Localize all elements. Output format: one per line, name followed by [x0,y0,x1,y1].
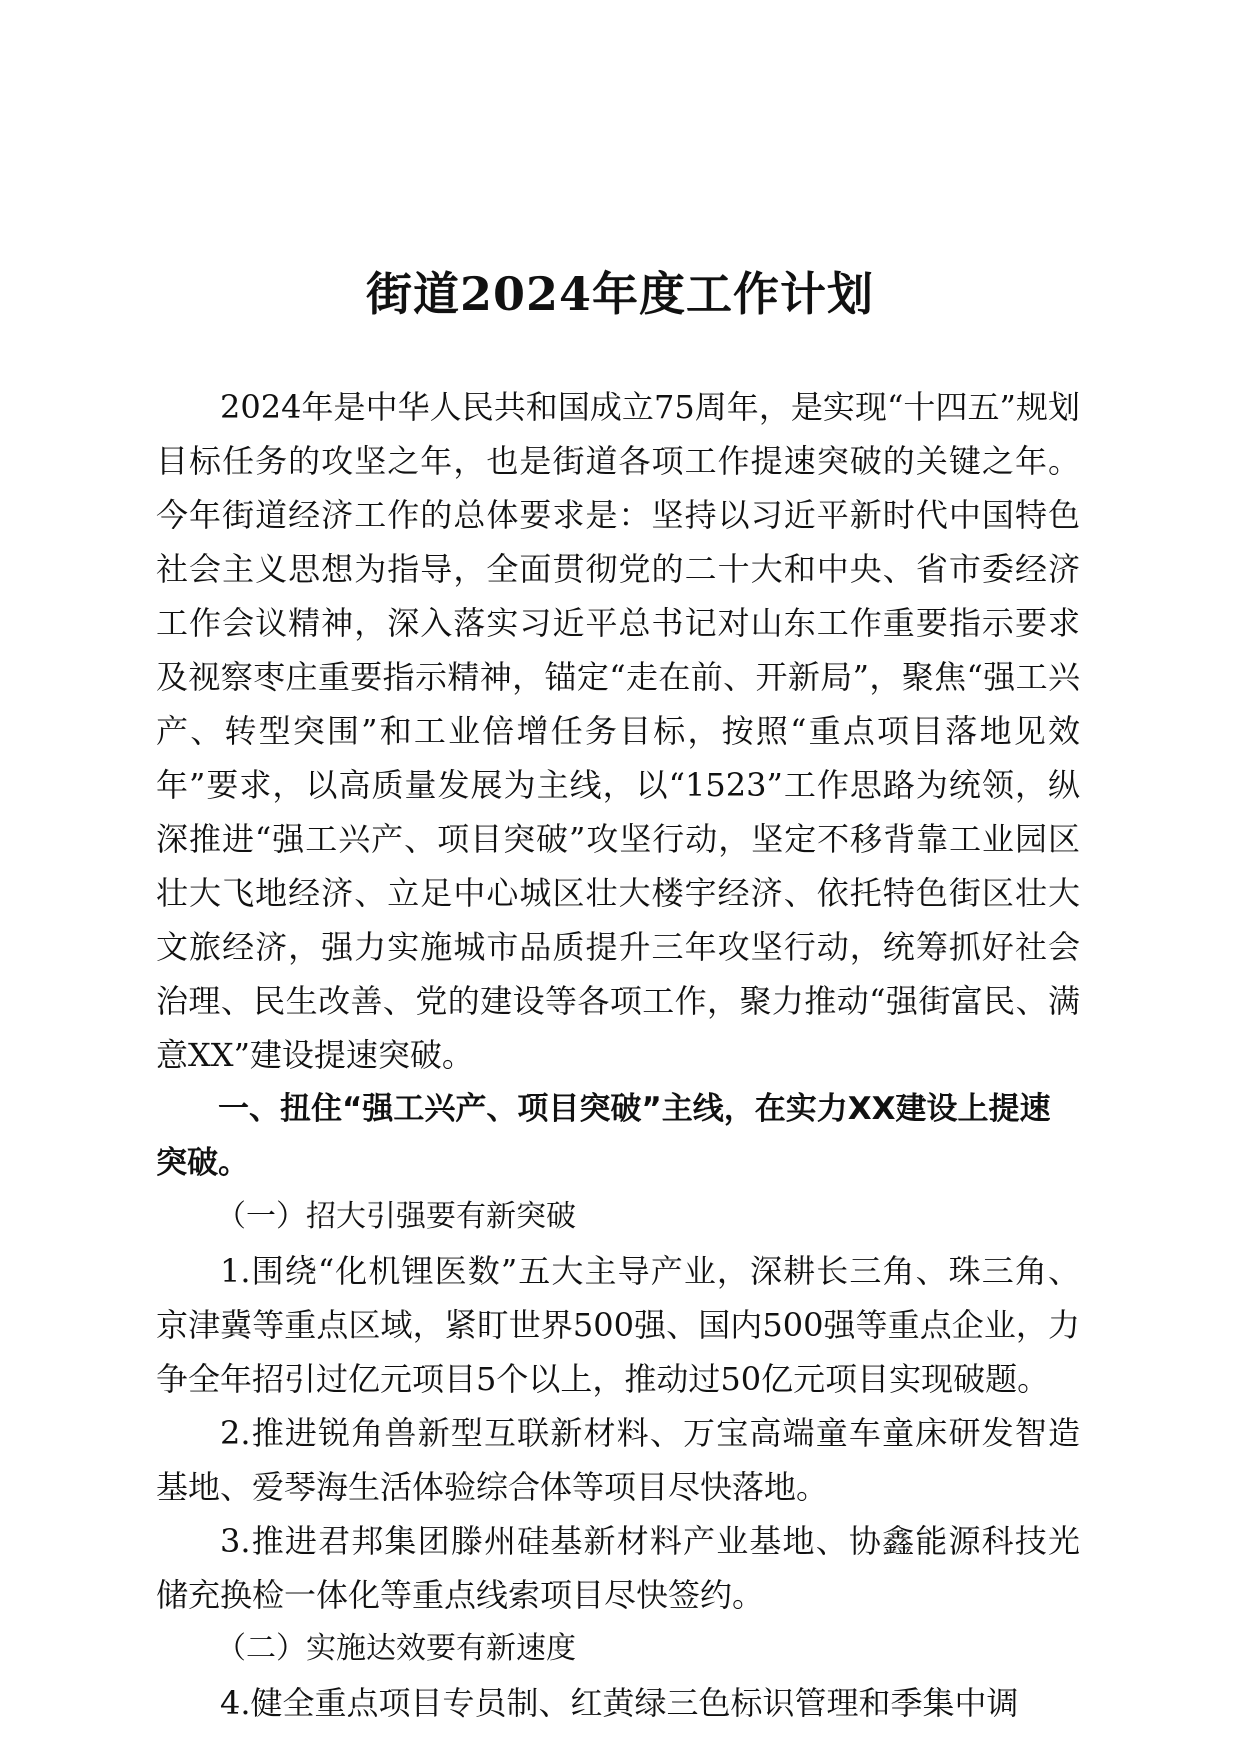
intro-paragraph: 2024年是中华人民共和国成立75周年，是实现“十四五”规划目标任务的攻坚之年，也是街道各项工作提速突破的关键之年。今年街道经济工作的总体要求是：坚持以习近平新时代中国特色社会主义思想为指导，全面贯彻党的二十大和中央、省市委经济工作会议精神，深入落实习近平总书记对山东工作重要指示要求及视察枣庄重要指示精神，锚定“走在前、开新局”，聚焦“强工兴产、转型突围”和工业倍增任务目标，按照“重点项目落地见效年”要求，以高质量发展为主线，以“1523”工作思路为统领，纵深推进“强工兴产、项目突破”攻坚行动，坚定不移背靠工业园区壮大飞地经济、立足中心城区壮大楼宇经济、依托特色街区壮大文旅经济，强力实施城市品质提升三年攻坚行动，统筹抓好社会治理、民生改善、党的建设等各项工作，聚力推动“强街富民、满意XX”建设提速突破。 [156,388,1080,1074]
document-body [156,380,1080,1730]
subsection-heading-2: （二）实施达效要有新速度 [216,1631,576,1666]
list-item-1: 1.围绕“化机锂医数”五大主导产业，深耕长三角、珠三角、京津冀等重点区域，紧盯世界500强、国内500强等重点企业，力争全年招引过亿元项目5个以上，推动过50亿元项目实现破题。 [156,1252,1080,1398]
section-heading-1: 一、扭住“强工兴产、项目突破”主线，在实力XX建设上提速突破。 [156,1091,1051,1181]
document-title: 街道2024年度工作计划 [365,267,875,321]
list-item-2: 2.推进锐角兽新型互联新材料、万宝高端童车童床研发智造基地、爱琴海生活体验综合体等项目尽快落地。 [156,1414,1080,1506]
subsection-heading-1: （一）招大引强要有新突破 [216,1199,576,1234]
list-item-3: 3.推进君邦集团滕州硅基新材料产业基地、协鑫能源科技光储充换检一体化等重点线索项目尽快签约。 [156,1522,1080,1614]
list-item-4: 4.健全重点项目专员制、红黄绿三色标识管理和季集中调 [220,1684,1019,1722]
